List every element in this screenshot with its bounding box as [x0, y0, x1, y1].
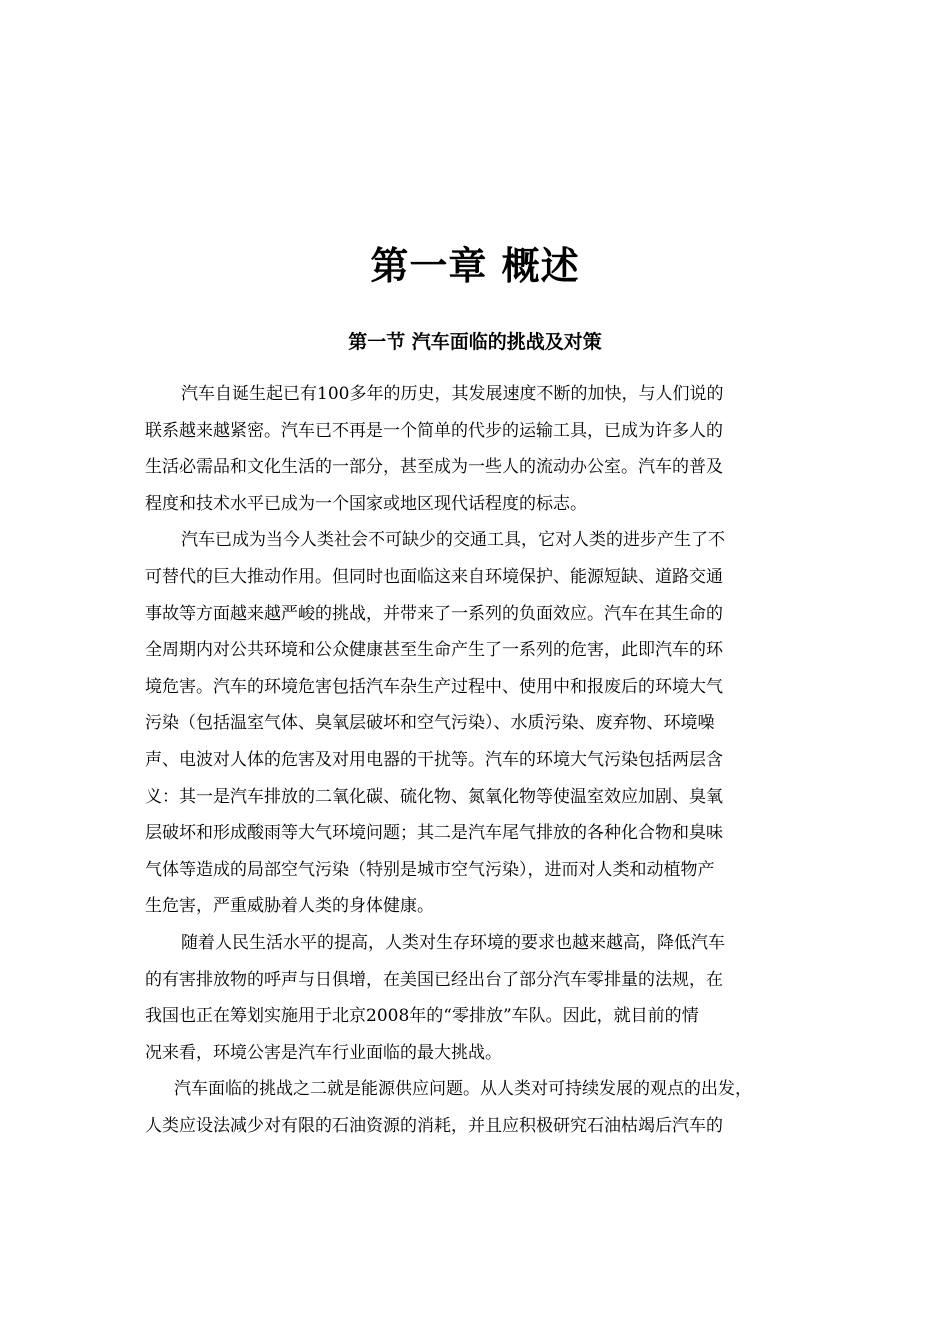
paragraph-line: 生活必需品和文化生活的一部分，甚至成为一些人的流动办公室。汽车的普及 — [145, 457, 723, 478]
paragraph-4 — [145, 1071, 805, 1144]
paragraph-line: 层破坏和形成酸雨等大气环境问题；其二是汽车尾气排放的各种化合物和臭味 — [145, 823, 723, 844]
paragraph-line: 境危害。汽车的环境危害包括汽车杂生产过程中、使用中和报废后的环境大气 — [145, 676, 723, 697]
paragraph-line: 汽车自诞生起已有100多年的历史，其发展速度不断的加快，与人们说的 — [181, 384, 724, 404]
paragraph-line: 汽车已成为当今人类社会不可缺少的交通工具，它对人类的进步产生了不 — [181, 530, 725, 551]
section-title: 第一节 汽车面临的挑战及对策 — [348, 331, 602, 353]
paragraph-line: 况来看，环境公害是汽车行业面临的最大挑战。 — [145, 1042, 502, 1063]
body-text — [145, 376, 805, 1144]
paragraph-line: 声、电波对人体的危害及对用电器的干扰等。汽车的环境大气污染包括两层含 — [145, 749, 723, 770]
paragraph-line: 事故等方面越来越严峻的挑战，并带来了一系列的负面效应。汽车在其生命的 — [145, 603, 723, 624]
paragraph-line: 可替代的巨大推动作用。但同时也面临这来自环境保护、能源短缺、道路交通 — [145, 566, 723, 587]
paragraph-line: 随着人民生活水平的提高，人类对生存环境的要求也越来越高，降低汽车 — [181, 932, 725, 953]
paragraph-line: 人类应设法减少对有限的石油资源的消耗，并且应积极研究石油枯竭后汽车的 — [145, 1115, 723, 1136]
paragraph-line: 污染（包括温室气体、臭氧层破坏和空气污染）、水质污染、废弃物、环境噪 — [145, 713, 715, 734]
paragraph-line: 程度和技术水平已成为一个国家或地区现代话程度的标志。 — [145, 493, 587, 514]
paragraph-line: 全周期内对公共环境和公众健康甚至生命产生了一系列的危害，此即汽车的环 — [145, 640, 723, 661]
paragraph-line: 联系越来越紧密。汽车已不再是一个简单的代步的运输工具，已成为许多人的 — [145, 420, 723, 441]
paragraph-2 — [145, 522, 805, 925]
paragraph-line: 气体等造成的局部空气污染（特别是城市空气污染），进而对人类和动植物产 — [145, 859, 715, 880]
paragraph-1 — [145, 376, 805, 522]
paragraph-line: 生危害，严重威胁着人类的身体健康。 — [145, 896, 434, 917]
paragraph-3 — [145, 925, 805, 1071]
paragraph-line: 的有害排放物的呼声与日俱增，在美国已经出台了部分汽车零排量的法规，在 — [145, 969, 723, 990]
paragraph-line: 义：其一是汽车排放的二氧化碳、硫化物、氮氧化物等使温室效应加剧、臭氧 — [145, 786, 723, 807]
paragraph-line: 汽车面临的挑战之二就是能源供应问题。从人类对可持续发展的观点的出发， — [174, 1079, 752, 1100]
paragraph-line: 我国也正在筹划实施用于北京2008年的“零排放”车队。因此，就目前的情 — [145, 1006, 699, 1027]
chapter-title: 第一章 概述 — [370, 244, 580, 288]
